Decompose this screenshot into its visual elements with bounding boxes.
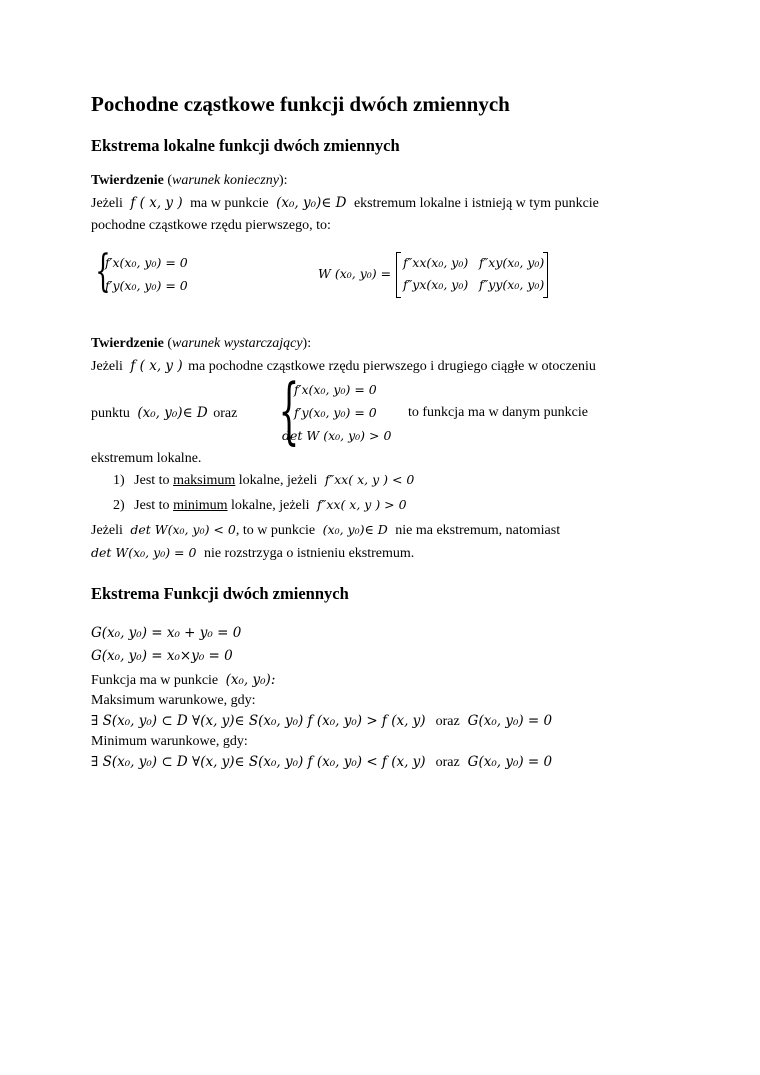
theorem-2-header bbox=[91, 336, 311, 352]
maximum-label: Maksimum warunkowe, gdy: bbox=[91, 693, 256, 708]
math-constraint: G(x₀, y₀) = 0 bbox=[467, 754, 553, 770]
minimum-label: Minimum warunkowe, gdy: bbox=[91, 734, 248, 749]
w-matrix-lhs: W (x₀, y₀) = bbox=[318, 266, 392, 281]
math-function: f ( x, y ) bbox=[130, 195, 183, 211]
text: lokalne, jeżeli bbox=[238, 473, 318, 488]
text: Jeżeli bbox=[91, 196, 123, 211]
math-point: (x₀, y₀)∈ D bbox=[137, 405, 208, 421]
constraint-equation-sum: G(x₀, y₀) = x₀ + y₀ = 0 bbox=[91, 625, 242, 641]
underlined-term: minimum bbox=[173, 498, 228, 513]
text: oraz bbox=[435, 714, 460, 729]
paren-open: ( bbox=[167, 173, 173, 188]
matrix-cell-yy: f″yy(x₀, y₀) bbox=[479, 277, 545, 292]
math-point: (x₀, y₀)∈ D bbox=[322, 522, 388, 537]
theorem-2-line-4 bbox=[91, 522, 560, 539]
text: Funkcja ma w punkcie bbox=[91, 673, 219, 688]
text: nie ma ekstremum, natomiast bbox=[395, 523, 561, 538]
theorem-1-line-2: pochodne cząstkowe rzędu pierwszego, to: bbox=[91, 218, 331, 233]
theorem-2-line-3: ekstremum lokalne. bbox=[91, 451, 202, 466]
constraint-equation-product: G(x₀, y₀) = x₀×y₀ = 0 bbox=[91, 648, 233, 664]
math-point: (x₀, y₀): bbox=[225, 672, 276, 688]
theorem-label: Twierdzenie bbox=[91, 173, 164, 188]
math-point: (x₀, y₀)∈ D bbox=[276, 195, 347, 211]
matrix-cell-xy: f″xy(x₀, y₀) bbox=[479, 255, 545, 270]
paren-open: ( bbox=[167, 336, 173, 351]
underlined-term: maksimum bbox=[173, 473, 236, 488]
matrix-cell-xx: f″xx(x₀, y₀) bbox=[403, 255, 469, 270]
page-title: Pochodne cząstkowe funkcji dwóch zmiennych bbox=[91, 92, 510, 116]
text: nie rozstrzyga o istnieniu ekstremum. bbox=[203, 546, 415, 561]
equation-fy: f′y(x₀, y₀) = 0 bbox=[105, 278, 188, 293]
math-expression: ∃ S(x₀, y₀) ⊂ D ∀(x, y)∈ S(x₀, y₀) f (x₀, y₀) < f (x, y) bbox=[91, 754, 426, 770]
condition-fx: f′x(x₀, y₀) = 0 bbox=[294, 382, 377, 397]
text: Jest to bbox=[134, 498, 170, 513]
theorem-2-line-5 bbox=[91, 545, 414, 562]
text: oraz bbox=[435, 755, 460, 770]
theorem-condition: warunek wystarczający bbox=[172, 336, 303, 351]
text: ma pochodne cząstkowe rzędu pierwszego i drugiego ciągłe w otoczeniu bbox=[188, 359, 596, 374]
theorem-2-line-2 bbox=[91, 405, 237, 422]
text: oraz bbox=[213, 406, 238, 421]
text: lokalne, jeżeli bbox=[231, 498, 310, 513]
theorem-1-line-1 bbox=[91, 195, 599, 212]
minimum-condition bbox=[91, 753, 552, 771]
list-item-maximum bbox=[113, 472, 414, 489]
math-expression: ∃ S(x₀, y₀) ⊂ D ∀(x, y)∈ S(x₀, y₀) f (x₀, y₀) > f (x, y) bbox=[91, 713, 426, 729]
theorem-2-line-1 bbox=[91, 358, 596, 375]
text: punktu bbox=[91, 406, 130, 421]
theorem-1-header bbox=[91, 173, 288, 189]
list-number: 1) bbox=[113, 473, 125, 488]
theorem-2-conclusion: to funkcja ma w danym punkcie bbox=[408, 405, 589, 420]
text: Jeżeli bbox=[91, 359, 123, 374]
text: Jest to bbox=[134, 473, 170, 488]
paren-close: ): bbox=[302, 336, 312, 351]
math-condition: f″xx( x, y ) < 0 bbox=[324, 472, 415, 487]
maximum-condition bbox=[91, 712, 552, 730]
theorem-condition: warunek konieczny bbox=[172, 173, 279, 188]
list-item-minimum bbox=[113, 497, 407, 514]
text: ekstremum lokalne i istnieją w tym punkcie bbox=[353, 196, 599, 211]
section-heading-conditional-extrema: Ekstrema Funkcji dwóch zmiennych bbox=[91, 584, 349, 603]
math-det: det W(x₀, y₀) < 0 bbox=[130, 522, 236, 537]
theorem-label: Twierdzenie bbox=[91, 336, 164, 351]
paren-close: ): bbox=[278, 173, 288, 188]
text: Jeżeli bbox=[91, 523, 123, 538]
condition-det: det W (x₀, y₀) > 0 bbox=[282, 428, 392, 443]
math-function: f ( x, y ) bbox=[130, 358, 183, 374]
text: , to w punkcie bbox=[235, 523, 316, 538]
condition-fy: f′y(x₀, y₀) = 0 bbox=[294, 405, 377, 420]
math-det: det W(x₀, y₀) = 0 bbox=[91, 545, 197, 560]
matrix-cell-yx: f″yx(x₀, y₀) bbox=[403, 277, 469, 292]
list-number: 2) bbox=[113, 498, 125, 513]
section-heading-local-extrema: Ekstrema lokalne funkcji dwóch zmiennych bbox=[91, 136, 400, 155]
math-constraint: G(x₀, y₀) = 0 bbox=[467, 713, 553, 729]
conditional-line-intro bbox=[91, 672, 275, 689]
left-brace: { bbox=[95, 246, 111, 297]
math-condition: f″xx( x, y ) > 0 bbox=[317, 497, 407, 512]
text: ma w punkcie bbox=[190, 196, 269, 211]
equation-fx: f′x(x₀, y₀) = 0 bbox=[105, 255, 188, 270]
hessian-matrix bbox=[396, 252, 548, 298]
left-brace: { bbox=[278, 368, 300, 452]
